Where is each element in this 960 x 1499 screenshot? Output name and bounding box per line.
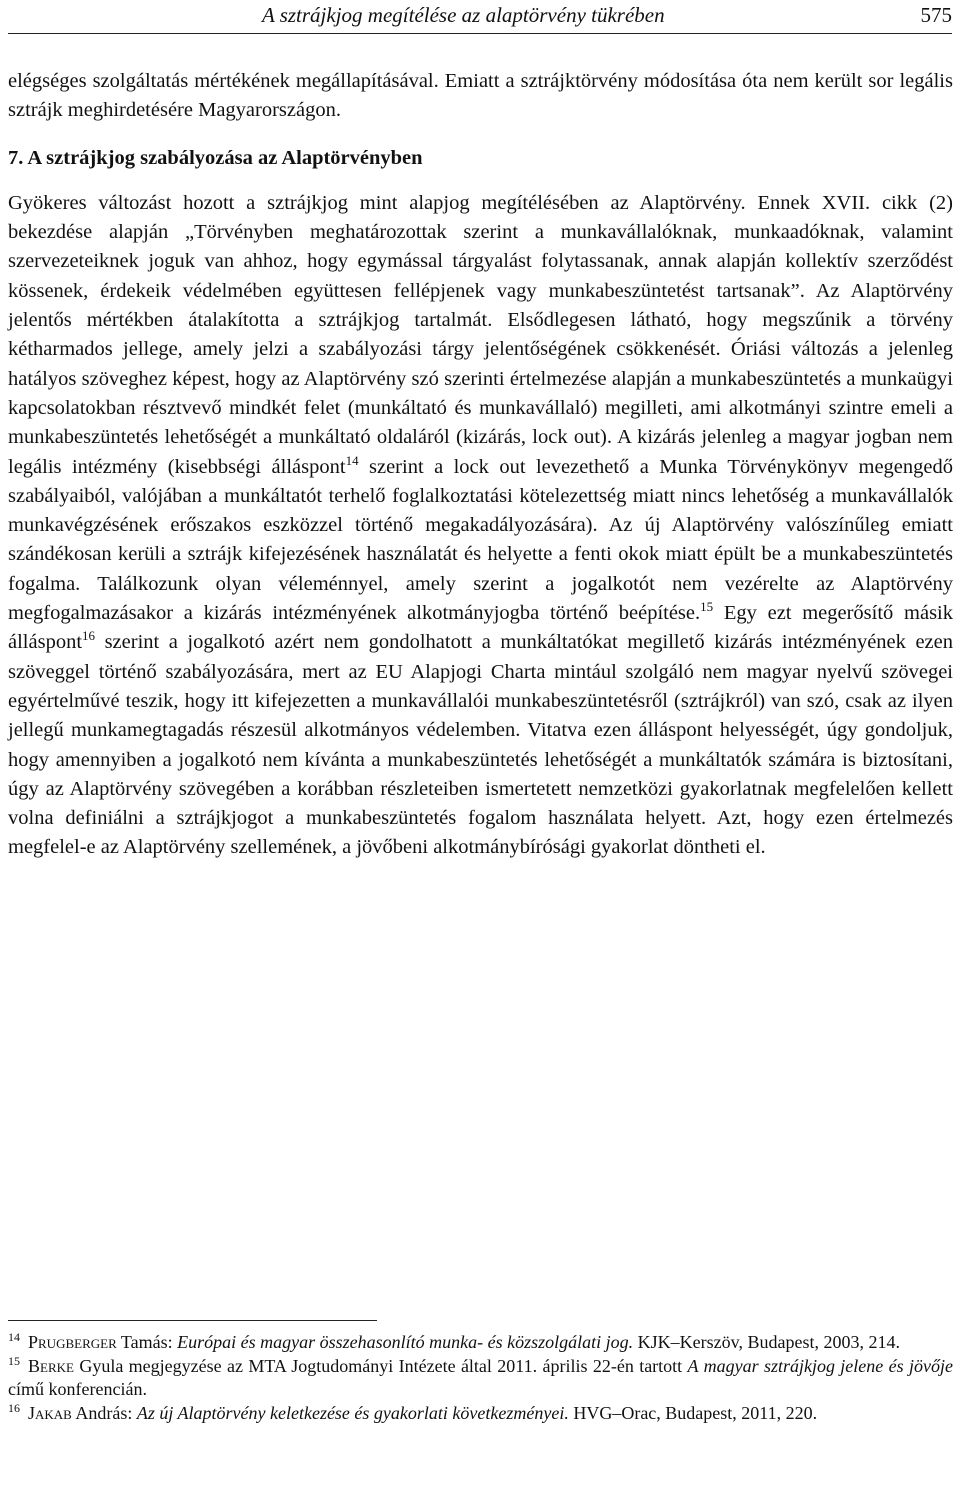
running-title: A sztrájkjog megítélése az alaptörvény tükrében: [262, 3, 665, 27]
body-text: [8, 67, 953, 863]
paragraph-text-part-4: szerint a jogalkotó azért nem gondolhatott a munkáltatókat megillető kizárás intézményének ezen szöveggel történő szabályozására, mert az EU Alapjogi Charta mintául szolgáló nem magyar nyelvű szövegei egyértelművé teszik, hogy itt kifejezetten a munkavállalói munkabeszüntetésről (sztrájkról) van szó, csak az ilyen jellegű munkamegtagadás részesül alkotmányos védelemben. Vitatva ezen álláspont helyességét, úgy gondoljuk, hogy amennyiben a jogalkotó nem kívánta a munkabeszüntetés lehetőségét a munkáltatók számára is biztosítani, úgy az Alaptörvény szövegében a korábban részleteiben ismertetett nemzetközi gyakorlatnak megfelelően kellett volna definiálni a sztrájkjogot a munkabeszüntetés fogalom használata helyett. Azt, hogy ezen értelmezés megfelel-e az Alaptörvény szellemének, a jövőbeni alkotmánybírósági gyakorlat döntheti el.: [8, 631, 953, 859]
footnote-number: 15: [8, 1353, 20, 1368]
footnote-text: című konferencián.: [8, 1379, 147, 1399]
footnote-text: Tamás:: [116, 1332, 178, 1352]
footnote-number: 14: [8, 1330, 20, 1344]
footnote-author: Prugberger: [28, 1332, 117, 1352]
footnote-title: A magyar sztrájkjog jelene és jövője: [687, 1355, 953, 1376]
footnote-divider: [8, 1320, 377, 1321]
main-paragraph: [8, 189, 953, 863]
footnote-title: Az új Alaptörvény keletkezése és gyakorlati következményei.: [136, 1402, 569, 1423]
paragraph-text-part-2: szerint a lock out levezethető a Munka Törvénykönyv megengedő szabályaiból, valójában a munkáltatót terhelő foglalkoztatási kötelezettség miatt nincs lehetőség a munkavállalók munkavégzésének erőszakos eszközzel történő megakadályozására). Az új Alaptörvény valószínűleg emiatt szándékosan kerüli a sztrájk kifejezésének használatát és helyette a fenti okok miatt épült be a munkabeszüntetés fogalma. Találkozunk olyan véleménnyel, amely szerint a jogalkotót nem vezérelte az Alaptörvény megfogalmazásakor a kizárás intézményének alkotmányjogba történő beépítése.: [8, 455, 954, 625]
section-heading: 7. A sztrájkjog szabályozása az Alaptörvényben: [8, 146, 423, 169]
running-header: [8, 0, 952, 34]
footnote-14: [8, 1331, 953, 1355]
intro-paragraph: elégséges szolgáltatás mértékének megállapításával. Emiatt a sztrájktörvény módosítása óta nem került sor legális sztrájk meghirdetésére Magyarországon.: [8, 70, 953, 122]
footnote-author: Berke: [28, 1355, 74, 1376]
footnote-number: 16: [8, 1400, 20, 1415]
footnote-15: [8, 1355, 953, 1402]
footnote-ref-16[interactable]: 16: [82, 628, 96, 644]
paragraph-text-part-3: Egy ezt megerősítő másik álláspont: [8, 602, 953, 654]
footnote-author: Jakab: [28, 1402, 72, 1423]
footnote-ref-14[interactable]: 14: [345, 452, 359, 468]
footnote-title: Európai és magyar összehasonlító munka- és közszolgálati jog.: [177, 1332, 634, 1352]
footnotes: [8, 1331, 953, 1425]
page-number: 575: [920, 3, 952, 27]
footnote-text: KJK–Kerszöv, Budapest, 2003, 214.: [633, 1332, 900, 1352]
footnote-16: [8, 1402, 953, 1426]
footnote-text: Gyula megjegyzése az MTA Jogtudományi Intézete által 2011. április 22-én tartott: [73, 1355, 688, 1376]
footnote-text: HVG–Orac, Budapest, 2011, 220.: [568, 1402, 818, 1423]
footnote-ref-15[interactable]: 15: [700, 599, 714, 615]
footnote-text: András:: [71, 1402, 137, 1423]
paragraph-text-part-1: Gyökeres változást hozott a sztrájkjog mint alapjog megítélésében az Alaptörvény. Ennek XVII. cikk (2) bekezdése alapján „Törvényben meghatározottak szerint a munkavállalóknak, munkaadóknak, valamint szervezeteiknek joguk van ahhoz, hogy egymással tárgyalást folytassanak, annak alapján kollektív szerződést kössenek, érdekeik védelmében együttesen fellépjenek vagy munkabeszüntetést tartsanak”. Az Alaptörvény jelentős mértékben átalakította a sztrájkjog tartalmát. Elsődlegesen látható, hogy megszűnik a törvény kétharmados jellege, amely jelzi a szabályozási tárgy jelentőségének csökkenését. Óriási változás a jelenleg hatályos szöveghez képest, hogy az Alaptörvény szó szerinti értelmezése alapján a munkabeszüntetés a munkaügyi kapcsolatokban résztvevő mindkét felet (munkáltató és munkavállaló) megilleti, ami alkotmányi szintre emeli a munkabeszüntetés lehetőségét a munkáltató oldaláról (kizárás, lock out). A kizárás jelenleg a magyar jogban nem legális intézmény (kisebbségi álláspont: [8, 191, 953, 478]
